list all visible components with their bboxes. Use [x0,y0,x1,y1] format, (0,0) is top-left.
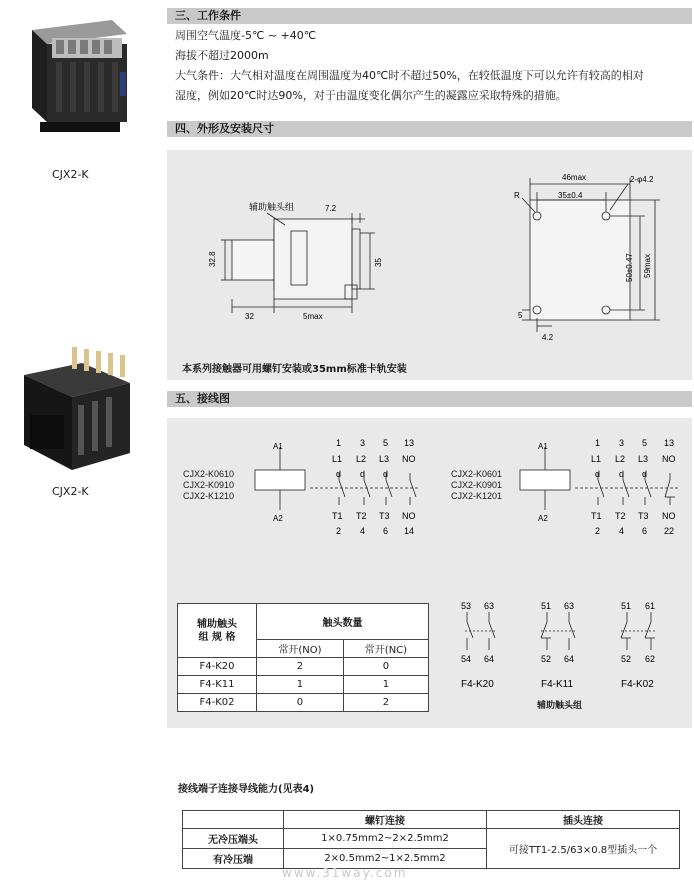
aux2-top-a: 51 [541,601,552,611]
dim-7-2: 7.2 [325,204,337,213]
num-5: 5 [383,438,389,448]
table-row [178,694,429,712]
r-label-l2: L2 [615,454,626,464]
wire-row1-value: 1×0.75mm2~2×2.5mm2 [284,829,487,849]
models-right [451,469,502,502]
r-num-6: 6 [642,526,648,535]
label-t3: T3 [379,511,390,521]
dim-32: 32 [245,312,254,321]
r-label-no-top: NO [662,454,676,464]
aux1-name: F4-K20 [461,679,494,690]
mounting-caption: 本系列接触器可用螺钉安装或35mm标准卡轨安装 [182,364,407,375]
wiring-diagram-right [515,435,690,535]
r-num-22: 22 [664,526,675,535]
atmosphere-line-1: 大气条件：大气相对温度在周围温度为40℃时不超过50%，在较低温度下可以允许有较高的相对 [175,69,644,82]
num-6: 6 [383,526,389,535]
aux-table-head-spec: 辅助触头 组 规 格 [178,604,257,658]
aux-row-nc: 2 [343,694,428,712]
atmosphere-line-2: 湿度，例如20℃时达90%，对于由温度变化偶尔产生的凝露应采取特殊的措施。 [175,89,567,102]
coil-a1-right: A1 [538,442,548,451]
r-num-4: 4 [619,526,625,535]
wire-plug-value: 可接TT1-2.5/63×0.8型插头一个 [487,829,680,869]
label-l2: L2 [356,454,367,464]
wiring-diagram-left [250,435,430,535]
dim-59max: 59max [643,253,652,278]
aux1-bot-b: 64 [484,654,495,664]
r-label-t2: T2 [615,511,626,521]
r-num-1: 1 [595,438,601,448]
watermark: www.31way.com [282,866,408,880]
aux3-bot-a: 52 [621,654,632,664]
aux-row-no: 0 [257,694,344,712]
r-num-2: 2 [595,526,601,535]
r-label-l1: L1 [591,454,602,464]
r-d-mark-1: d [595,469,601,479]
table-row [178,658,429,676]
dim-46max: 46max [562,173,587,182]
aux-row-no: 2 [257,658,344,676]
product-caption-2: CJX2-K [52,485,89,498]
aux-row-model: F4-K20 [178,658,257,676]
wire-row2-label: 有冷压端 [183,849,284,869]
r-label-t1: T1 [591,511,602,521]
num-14: 14 [404,526,415,535]
aux2-name: F4-K11 [541,679,574,690]
dim-holes: 2-φ4.2 [630,175,654,184]
model-1201: CJX2-K1201 [451,491,503,501]
label-t2: T2 [356,511,367,521]
models-left [183,469,234,502]
coil-a2-right: A2 [538,514,548,523]
aux3-name: F4-K02 [621,679,654,690]
num-2: 2 [336,526,342,535]
aux1-bot-a: 54 [461,654,472,664]
wire-head-screw: 螺钉连接 [284,811,487,829]
table-row [178,676,429,694]
section-4-header: 四、外形及安装尺寸 [167,121,692,137]
aux-table-head-group: 触头数量 [257,604,429,640]
wire-table-title: 接线端子连接导线能力(见表4) [178,784,315,795]
aux1-top-b: 63 [484,601,495,611]
label-l3: L3 [379,454,390,464]
altitude-line: 海拔不超过2000m [175,49,269,62]
aux2-bot-a: 52 [541,654,552,664]
dim-5max: 5max [303,312,323,321]
aux1-top-a: 53 [461,601,472,611]
working-conditions [175,26,690,106]
product-photo-2 [12,345,132,475]
section-3-header: 三、工作条件 [167,8,692,24]
label-t1: T1 [332,511,343,521]
dim-5: 5 [518,311,523,320]
num-1: 1 [336,438,342,448]
aux3-top-a: 51 [621,601,632,611]
d-mark-1: d [336,469,342,479]
wire-row2-value: 2×0.5mm2~1×2.5mm2 [284,849,487,869]
r-num-13: 13 [664,438,675,448]
d-mark-3: d [383,469,389,479]
aux-contact-diagrams [455,598,675,693]
model-0910: CJX2-K0910 [183,480,235,490]
dim-50: 50±0.47 [625,253,634,282]
aux-table-head-no: 常开(NO) [257,640,344,658]
aux-table-head-nc: 常开(NC) [343,640,428,658]
wire-row1-label: 无冷压端头 [183,829,284,849]
r-num-5: 5 [642,438,648,448]
aux-row-nc: 0 [343,658,428,676]
model-1210: CJX2-K1210 [183,491,235,501]
dim-32-8: 32.8 [208,251,217,267]
r-d-mark-3: d [642,469,648,479]
label-no-top: NO [402,454,416,464]
r-label-t3: T3 [638,511,649,521]
dim-4-2: 4.2 [542,333,554,342]
wire-head-plug: 插头连接 [487,811,680,829]
label-l1: L1 [332,454,343,464]
label-r: R [514,191,520,200]
aux-row-model: F4-K11 [178,676,257,694]
num-13: 13 [404,438,415,448]
aux-contact-label: 辅助触头组 [249,202,295,212]
aux3-top-b: 61 [645,601,656,611]
aux-contact-table [177,603,429,712]
temperature-line: 周围空气温度-5℃ ~ +40℃ [175,29,317,42]
section-5-header: 五、接线图 [167,391,692,407]
r-label-no-bottom: NO [662,511,676,521]
coil-a2-left: A2 [273,514,283,523]
r-num-3: 3 [619,438,625,448]
aux-diagram-caption: 辅助触头组 [537,701,583,711]
num-4: 4 [360,526,366,535]
r-label-l3: L3 [638,454,649,464]
table-row [183,829,680,849]
aux3-bot-b: 62 [645,654,656,664]
aux-row-no: 1 [257,676,344,694]
model-0601: CJX2-K0601 [451,469,503,479]
d-mark-2: d [360,469,366,479]
side-view-drawing [205,195,395,325]
wire-capacity-table [182,810,680,869]
aux2-top-b: 63 [564,601,575,611]
aux-row-nc: 1 [343,676,428,694]
label-no-bottom: NO [402,511,416,521]
mounting-view-drawing [500,170,685,345]
product-caption-1: CJX2-K [52,168,89,181]
dim-35: 35 [374,258,383,267]
model-0901: CJX2-K0901 [451,480,503,490]
num-3: 3 [360,438,366,448]
aux-row-model: F4-K02 [178,694,257,712]
product-photo-1 [12,12,132,142]
model-0610: CJX2-K0610 [183,469,235,479]
dim-35-04: 35±0.4 [558,191,583,200]
r-d-mark-2: d [619,469,625,479]
coil-a1-left: A1 [273,442,283,451]
aux2-bot-b: 64 [564,654,575,664]
